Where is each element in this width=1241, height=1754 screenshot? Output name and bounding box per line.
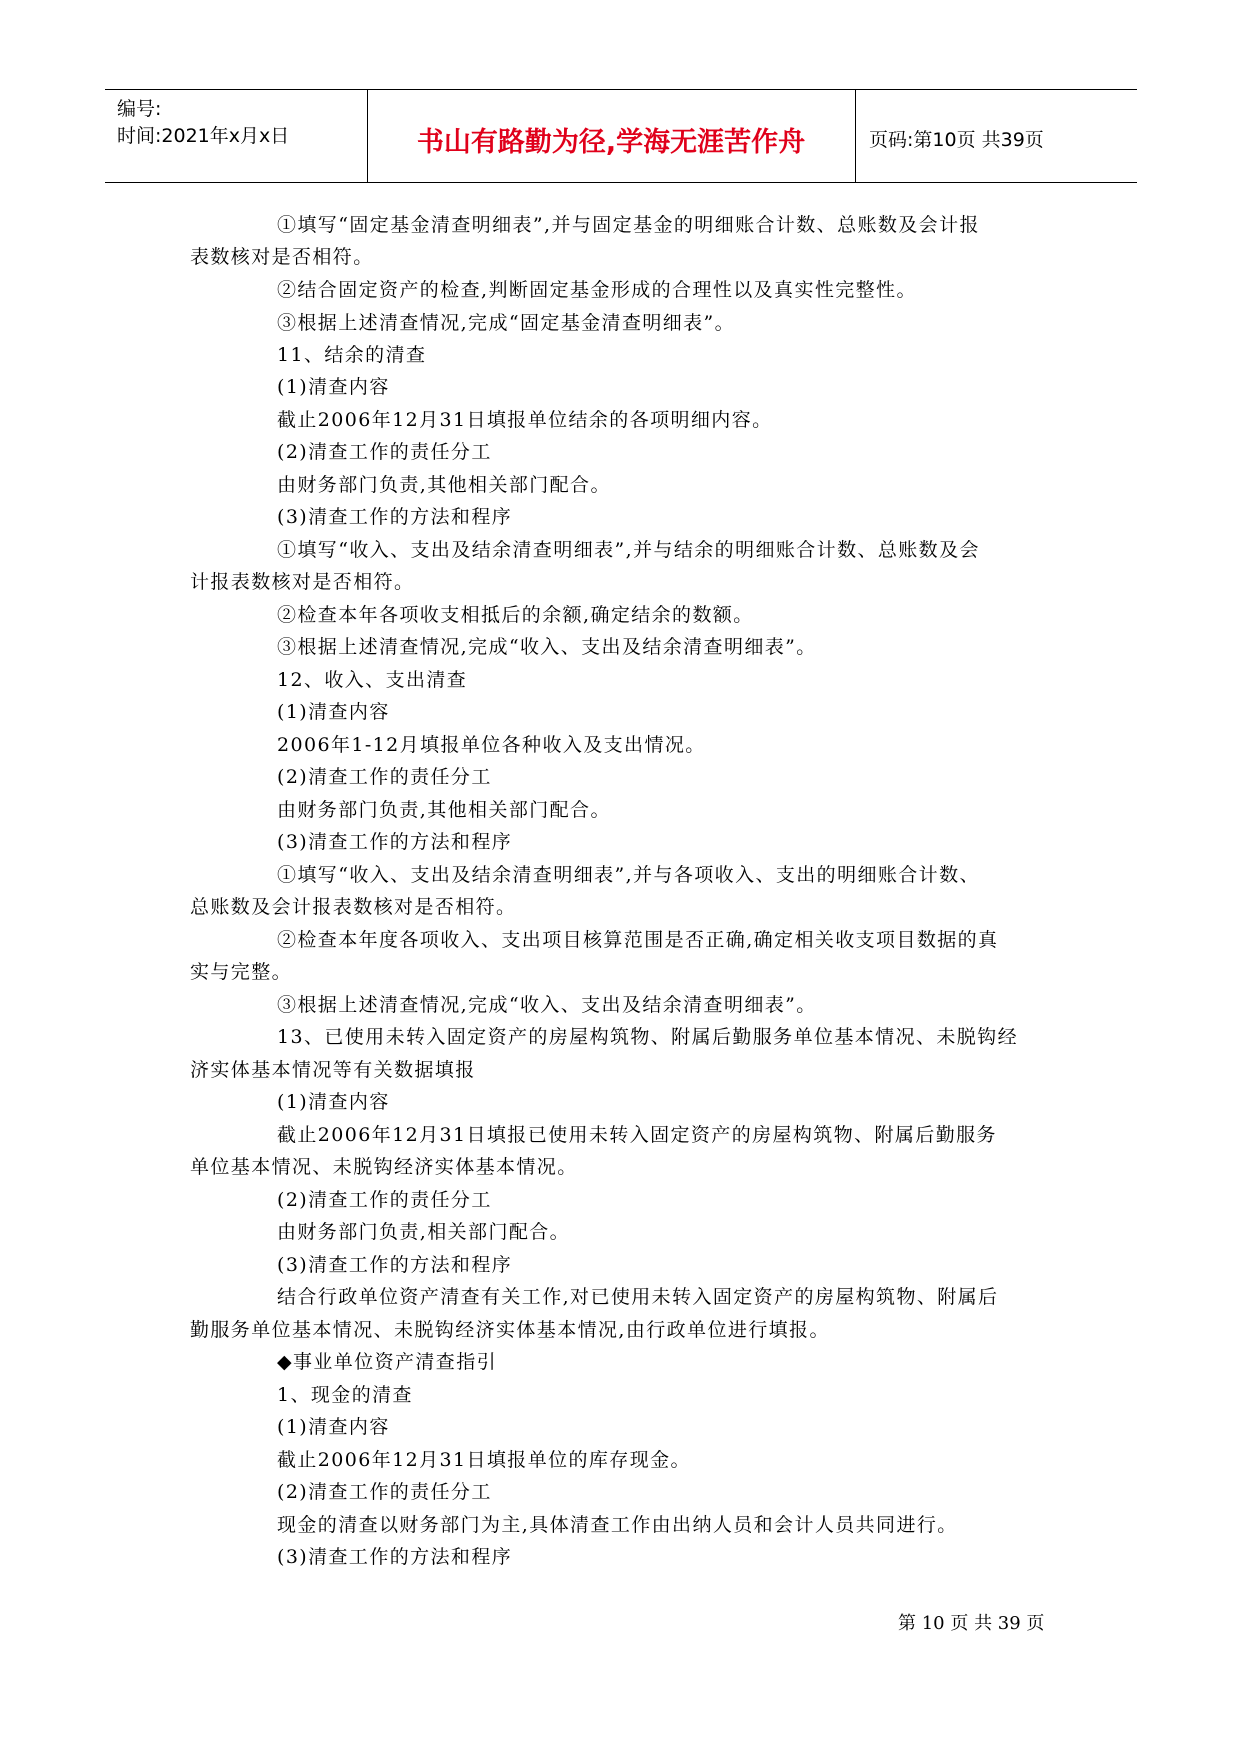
subsection-heading: (3)清查工作的方法和程序 [277,506,513,528]
body-line: 由财务部门负责,其他相关部门配合。 [277,799,611,821]
subsection-heading: (1)清查内容 [277,1416,390,1438]
body-line: 截止2006年12月31日填报单位的库存现金。 [277,1449,691,1471]
body-line: ②检查本年各项收支相抵后的余额,确定结余的数额。 [277,604,754,626]
body-line: 截止2006年12月31日填报已使用未转入固定资产的房屋构筑物、附属后勤服务 [277,1124,997,1146]
body-line: 结合行政单位资产清查有关工作,对已使用未转入固定资产的房屋构筑物、附属后 [277,1286,999,1308]
body-line: ②检查本年度各项收入、支出项目核算范围是否正确,确定相关收支项目数据的真 [277,929,999,951]
body-line: 实与完整。 [190,961,293,983]
body-line: ①填写“固定基金清查明细表”,并与固定基金的明细账合计数、总账数及会计报 [277,214,980,236]
subsection-heading: (2)清查工作的责任分工 [277,766,492,788]
section-heading: 11、结余的清查 [277,344,427,366]
section-heading: 12、收入、支出清查 [277,669,468,691]
header-left-cell [105,90,368,182]
subsection-heading: (3)清查工作的方法和程序 [277,831,513,853]
header-right-cell [855,90,1137,182]
subsection-heading: (1)清查内容 [277,701,390,723]
body-line: 由财务部门负责,相关部门配合。 [277,1221,571,1243]
body-line: ②结合固定资产的检查,判断固定基金形成的合理性以及真实性完整性。 [277,279,917,301]
body-line: 现金的清查以财务部门为主,具体清查工作由出纳人员和会计人员共同进行。 [277,1514,958,1536]
section-heading: ◆事业单位资产清查指引 [277,1351,498,1373]
header-page-info: 页码:第10页 共39页 [869,129,1044,151]
header-middle-cell [367,90,856,182]
body-line: 计报表数核对是否相符。 [190,571,415,593]
page-footer: 第 10 页 共 39 页 [898,1613,1045,1634]
body-line: ③根据上述清查情况,完成“收入、支出及结余清查明细表”。 [277,994,817,1016]
body-line: ①填写“收入、支出及结余清查明细表”,并与结余的明细账合计数、总账数及会 [277,539,980,561]
subsection-heading: (2)清查工作的责任分工 [277,441,492,463]
subsection-heading: (1)清查内容 [277,1091,390,1113]
body-line: 总账数及会计报表数核对是否相符。 [190,896,517,918]
body-line: ③根据上述清查情况,完成“收入、支出及结余清查明细表”。 [277,636,817,658]
body-line: 由财务部门负责,其他相关部门配合。 [277,474,611,496]
section-heading: 13、已使用未转入固定资产的房屋构筑物、附属后勤服务单位基本情况、未脱钩经 [277,1026,1018,1048]
section-heading: 济实体基本情况等有关数据填报 [190,1059,476,1081]
body-line: ③根据上述清查情况,完成“固定基金清查明细表”。 [277,312,736,334]
body-line: 单位基本情况、未脱钩经济实体基本情况。 [190,1156,578,1178]
header-motto: 书山有路勤为径,学海无涯苦作舟 [416,127,806,158]
page-header [105,89,1137,183]
body-line: ①填写“收入、支出及结余清查明细表”,并与各项收入、支出的明细账合计数、 [277,864,980,886]
body-line: 表数核对是否相符。 [190,246,374,268]
body-line: 截止2006年12月31日填报单位结余的各项明细内容。 [277,409,773,431]
body-line: 2006年1-12月填报单位各种收入及支出情况。 [277,734,706,756]
body-line: 勤服务单位基本情况、未脱钩经济实体基本情况,由行政单位进行填报。 [190,1319,830,1341]
subsection-heading: (2)清查工作的责任分工 [277,1481,492,1503]
document-number-label: 编号: [117,98,162,120]
subsection-heading: (3)清查工作的方法和程序 [277,1546,513,1568]
subsection-heading: (3)清查工作的方法和程序 [277,1254,513,1276]
subsection-heading: (2)清查工作的责任分工 [277,1189,492,1211]
subsection-heading: (1)清查内容 [277,376,390,398]
section-heading: 1、现金的清查 [277,1384,413,1406]
document-time-label: 时间:2021年x月x日 [117,125,290,147]
